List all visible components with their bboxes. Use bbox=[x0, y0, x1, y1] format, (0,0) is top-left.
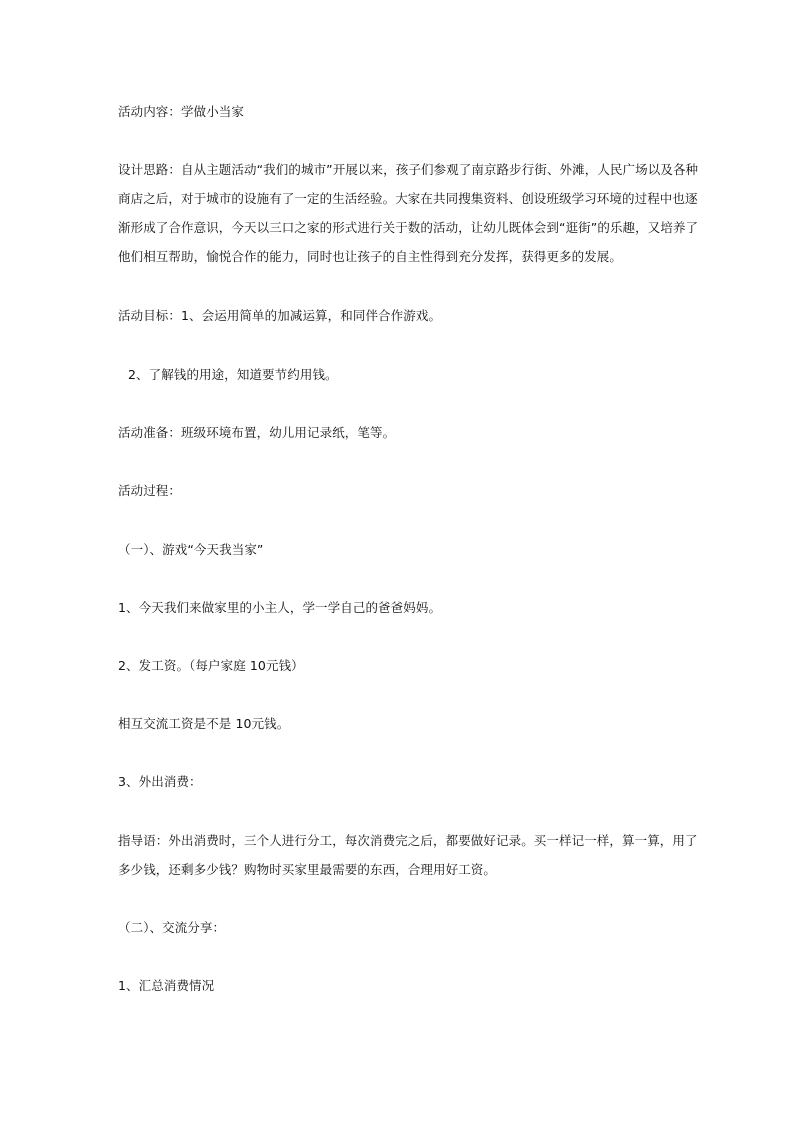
guidance-line-1: 指导语：外出消费时，三个人进行分工，每次消费完之后，都要做好记录。买一样记一样，算一算，用了 bbox=[118, 833, 698, 848]
guidance-line-2: 多少钱，还剩多少钱？购物时买家里最需要的东西，合理用好工资。 bbox=[118, 862, 497, 877]
section-1-heading: （一）、游戏“今天我当家” bbox=[118, 542, 264, 557]
step-1: 1、今天我们来做家里的小主人，学一学自己的爸爸妈妈。 bbox=[118, 600, 442, 615]
activity-preparation: 活动准备：班级环境布置，幼儿用记录纸，笔等。 bbox=[118, 425, 396, 440]
section-2-heading: （二）、交流分享： bbox=[118, 920, 226, 935]
design-thinking-line-4: 他们相互帮助，愉悦合作的能力，同时也让孩子的自主性得到充分发挥，获得更多的发展。 bbox=[118, 249, 623, 264]
design-thinking-line-3: 渐形成了合作意识，今天以三口之家的形式进行关于数的活动，让幼儿既体会到“逛街”的乐趣，又培养了 bbox=[118, 220, 699, 235]
activity-goal-1: 活动目标：1、会运用简单的加减运算，和同伴合作游戏。 bbox=[118, 308, 442, 323]
activity-process-heading: 活动过程： bbox=[118, 483, 182, 498]
design-thinking-line-2: 商店之后，对于城市的设施有了一定的生活经验。大家在共同搜集资料、创设班级学习环境的过程中也逐 bbox=[118, 191, 698, 206]
step-2: 2、发工资。（每户家庭 10元钱） bbox=[118, 658, 304, 673]
exchange-wages: 相互交流工资是不是 10元钱。 bbox=[118, 716, 290, 731]
activity-goal-2: 2、了解钱的用途，知道要节约用钱。 bbox=[128, 367, 338, 382]
step-3: 3、外出消费： bbox=[118, 774, 202, 789]
design-thinking-line-1: 设计思路：自从主题活动“我们的城市”开展以来，孩子们参观了南京路步行街、外滩，人民广场以及各种 bbox=[118, 162, 699, 177]
activity-content: 活动内容：学做小当家 bbox=[118, 104, 245, 119]
summary-item: 1、汇总消费情况 bbox=[118, 978, 215, 993]
